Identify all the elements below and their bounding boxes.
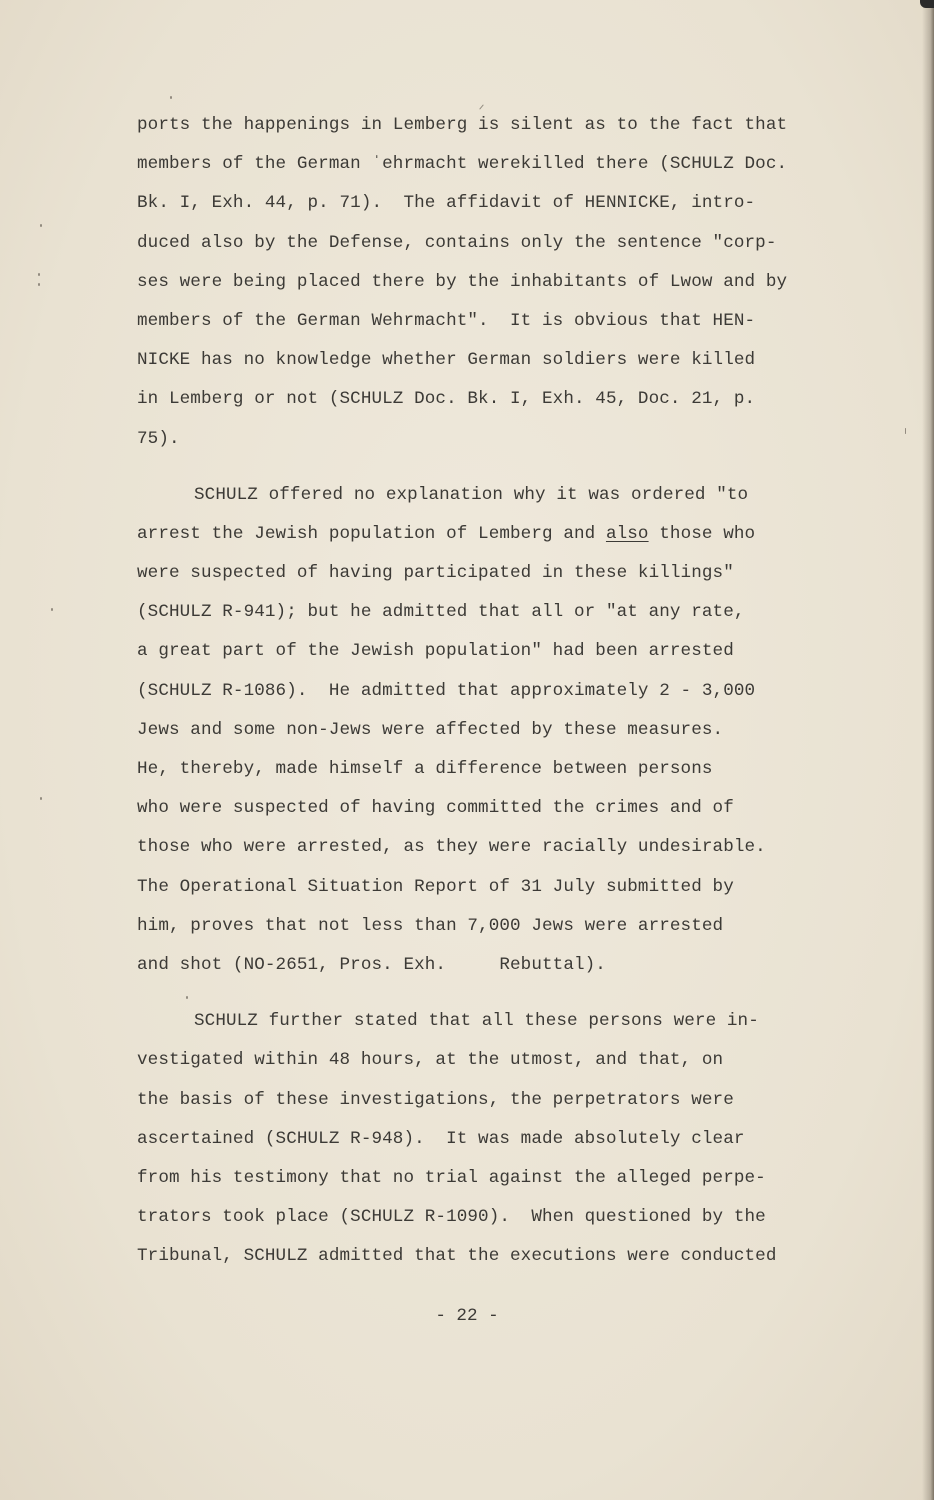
text-segment: arrest the Jewish population of Lemberg and xyxy=(137,523,606,544)
text-line: the basis of these investigations, the perpetrators were xyxy=(137,1089,734,1110)
text-line: members of the German Wehrmacht". It is obvious that HEN- xyxy=(137,310,756,331)
text-line: Jews and some non-Jews were affected by these measures. xyxy=(137,719,724,740)
paragraph-2 xyxy=(137,476,849,985)
text-line: SCHULZ further stated that all these persons were in- xyxy=(194,1011,759,1032)
text-line: vestigated within 48 hours, at the utmost, and that, on xyxy=(137,1050,724,1071)
text-line: ports the happenings in Lemberg is silent as to the fact that xyxy=(137,115,788,135)
text-line-with-underline xyxy=(137,515,849,554)
paper-speck xyxy=(38,273,40,276)
text-line: Tribunal, SCHULZ admitted that the executions were conducted xyxy=(137,1246,777,1267)
paper-speck xyxy=(170,96,172,99)
underlined-word: also xyxy=(605,523,649,544)
text-line: SCHULZ offered no explanation why it was ordered "to xyxy=(194,484,749,505)
text-line: in Lemberg or not (SCHULZ Doc. Bk. I, Exh. 45, Doc. 21, p. xyxy=(137,389,756,410)
text-line: trators took place (SCHULZ R-1090). When questioned by the xyxy=(137,1207,766,1228)
text-line: (SCHULZ R-941); but he admitted that all or "at any rate, xyxy=(137,602,745,623)
paper-speck xyxy=(40,797,42,800)
text-segment: those who xyxy=(648,523,756,544)
page-number: - 22 - xyxy=(435,1306,499,1326)
text-line: who were suspected of having committed the crimes and of xyxy=(137,798,734,819)
text-line: NICKE has no knowledge whether German soldiers were killed xyxy=(137,350,756,371)
text-line: ses were being placed there by the inhabitants of Lwow and by xyxy=(137,271,788,292)
paragraph-1 xyxy=(137,106,849,459)
paragraph-gap xyxy=(137,459,849,476)
paper-speck xyxy=(905,428,906,434)
text-line: and shot (NO-2651, Pros. Exh. Rebuttal). xyxy=(137,954,606,975)
page-edge-shadow xyxy=(922,0,934,1500)
paper-speck xyxy=(51,608,53,611)
text-line: ascertained (SCHULZ R-948). It was made absolutely clear xyxy=(137,1128,745,1149)
text-line: duced also by the Defense, contains only the sentence "corp- xyxy=(137,232,777,253)
text-line: were suspected of having participated in these killings" xyxy=(137,563,734,584)
text-line: those who were arrested, as they were racially undesirable. xyxy=(137,837,766,858)
paragraph-gap xyxy=(137,985,849,1002)
text-line: members of the German ˈehrmacht werekilled there (SCHULZ Doc. xyxy=(137,154,788,175)
paper-speck xyxy=(40,224,42,227)
text-line: (SCHULZ R-1086). He admitted that approximately 2 - 3,000 xyxy=(137,680,756,701)
paragraph-3 xyxy=(137,1002,849,1276)
text-line: He, thereby, made himself a difference between persons xyxy=(137,759,713,779)
text-line: Bk. I, Exh. 44, p. 71). The affidavit of HENNICKE, intro- xyxy=(137,193,756,214)
text-line: 75). xyxy=(137,428,180,449)
text-line: The Operational Situation Report of 31 July submitted by xyxy=(137,876,734,897)
text-line: a great part of the Jewish population" had been arrested xyxy=(137,641,734,662)
document-body xyxy=(137,106,849,1276)
text-line: from his testimony that no trial against the alleged perpe- xyxy=(137,1167,766,1188)
paper-speck xyxy=(38,283,40,286)
text-line: him, proves that not less than 7,000 Jews were arrested xyxy=(137,915,724,936)
corner-tab-mark xyxy=(920,0,934,8)
